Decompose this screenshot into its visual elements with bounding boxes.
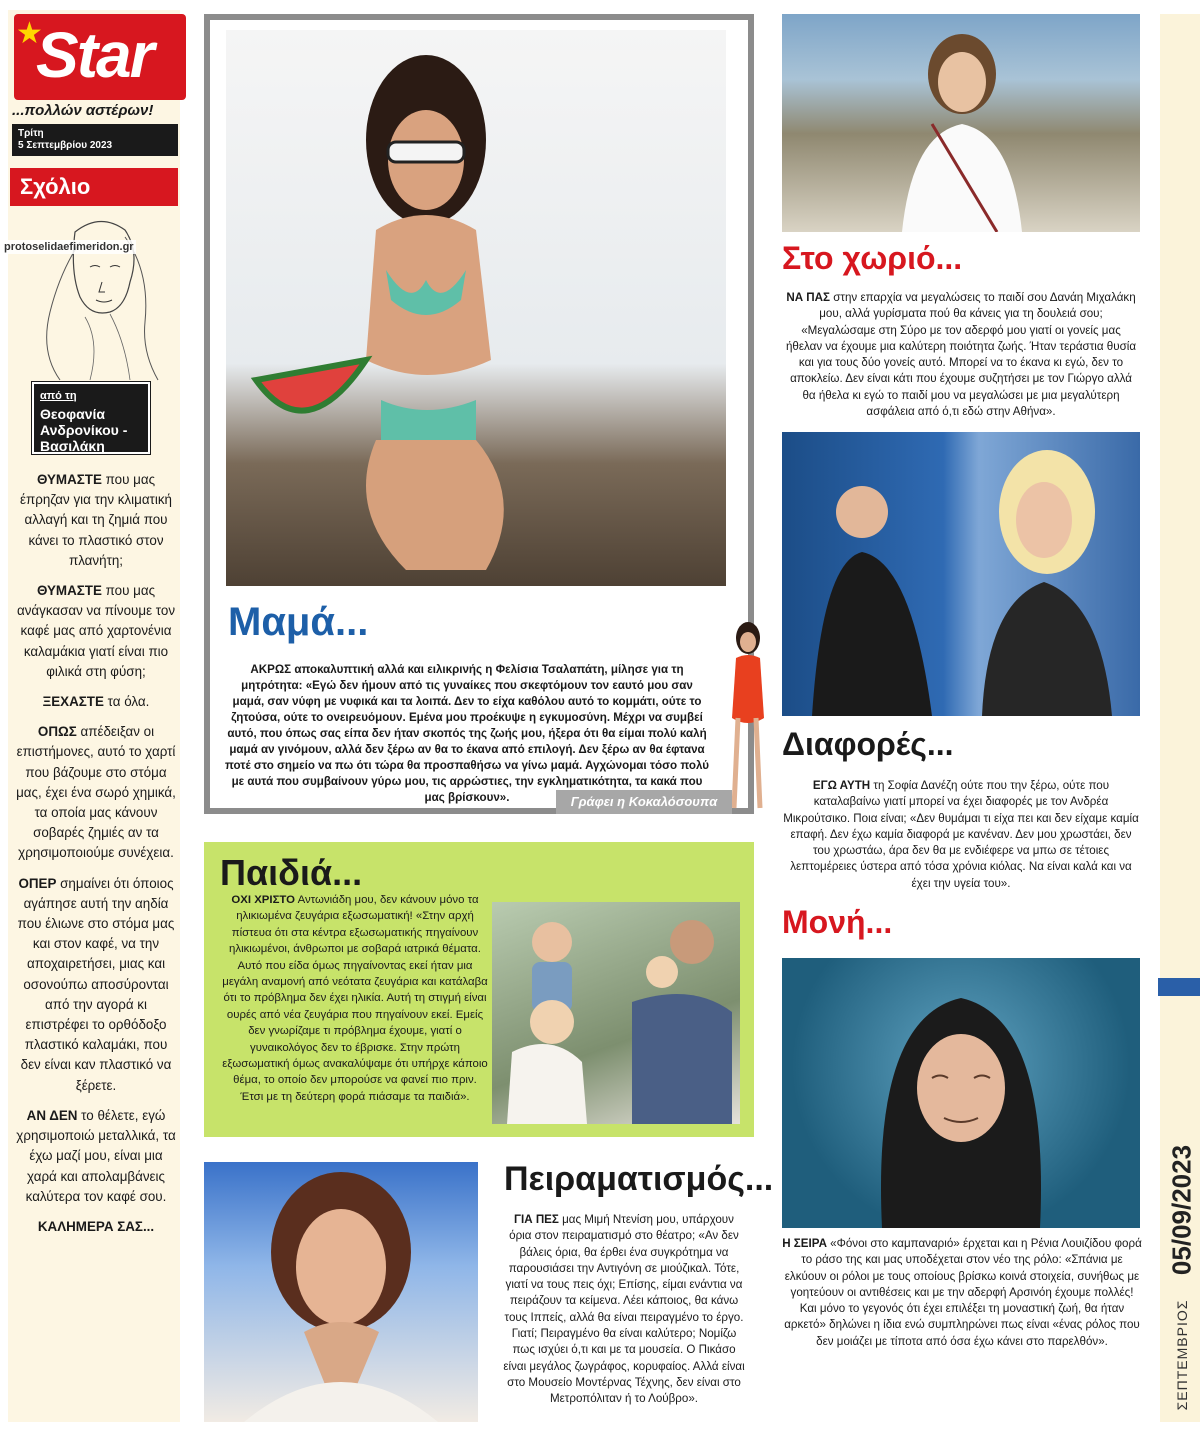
paidia-text [222, 892, 488, 1105]
peiramatismos-photo[interactable] [204, 1162, 478, 1422]
diafores-photo[interactable] [782, 432, 1140, 716]
comment-body: που μας έπρηζαν για την κλιματική αλλαγή και τη ζημιά που κάνει το πλαστικό στον πλανήτη; [20, 472, 172, 568]
comment-lead: ΑΝ ΔΕΝ [26, 1107, 78, 1123]
comment-lead: ΟΠΩΣ [37, 724, 77, 740]
peiramatismos-title: Πειραματισμός... [504, 1160, 774, 1198]
comment-paragraph [16, 692, 176, 712]
author-prefix: από τη [40, 390, 77, 402]
paidia-title: Παιδιά... [220, 852, 363, 893]
comment-paragraph [16, 1217, 176, 1237]
moni-title: Μονή... [782, 904, 893, 940]
woman-portrait-illustration [204, 1162, 478, 1422]
peiramatismos-lead: ΓΙΑ ΠΕΣ [514, 1213, 559, 1226]
moni-lead: Η ΣΕΙΡΑ [782, 1237, 827, 1250]
side-accent-bar [1158, 978, 1200, 996]
author-box [32, 382, 150, 454]
mama-title: Μαμά... [228, 600, 369, 644]
xorio-text [782, 290, 1140, 420]
comment-lead: ΘΥΜΑΣΤΕ [36, 472, 102, 487]
diafores-body: τη Σοφία Δανέζη ούτε που την ξέρω, ούτε που καταλαβαίνω γιατί μπορεί να έχει διαφορές με τον Ανδρέα Μικρούτσικο. Ποια είναι; «Δεν θυμάμαι τι είχα πει και δεν είχαμε καμία επαφή. Δεν έχω καμία διαφορά με κανέναν. Δεν μου χρωστάει, δεν του χρωστάω, άρα δεν θα με ενδιέφερε να μπω σε τέτοιες λεπτομέρειες ύστερα από τόσα χρόνια κιόλας. Να είναι καλά και να έχει την υγεία του». [783, 779, 1139, 890]
diafores-lead: ΕΓΩ ΑΥΤΗ [812, 779, 871, 792]
xorio-title: Στο χωριό... [782, 240, 963, 276]
star-logo[interactable] [14, 14, 186, 100]
comment-paragraph [16, 874, 176, 1096]
comment-body: σημαίνει ότι όποιος αγάπησε αυτή την αηδία που έλιωνε στο στόμα μας και στον καφέ, να την αποχαιρετήσει, μιας και οσονούπω αποσύρονται από την αγορά κι επιστρέφει το ορθόδοξο πλαστικό καλαμάκι, που δεν είναι καν πλαστικό να ξέρετε. [17, 875, 175, 1093]
star-icon: ★ [16, 17, 43, 50]
diafores-text [782, 778, 1140, 892]
comment-body: το θέλετε, εγώ χρησιμοποιώ μεταλλικά, τα έχω μαζί μου, είναι μια χαρά και απολαμβάνεις καλύτερα τον καφέ σου. [16, 1107, 176, 1204]
mama-text: ΑΚΡΩΣ αποκαλυπτική αλλά και ειλικρινής η Φελίσια Τσαλαπάτη, μίλησε για τη μητρότητα: «Εγώ δεν ήμουν από τις γυναίκες που σκεφτόμουν τον εαυτό μου σαν μαμά, σαν νύφη με νυφικά και τα λοιπά. Δεν το είχα καθόλου αυτό το κομμάτι, ούτε το ζητούσα, ούτε το ονειρευόμουν. Εμένα μου προέκυψε η εγκυμοσύνη. Μέχρι να συμβεί αυτό, που όπως σας είπα δεν ήταν σκοπός της ζωής μου, ήξερα ότι θα είμαι πολύ καλή μαμά αν γινόμουν, αλλά δεν ξέρω αν θα το έκανα από επιλογή. Δεν ξέρω αν θα έφτανα ποτέ στο σημείο να πω ότι τώρα θα προσπαθήσω να γίνω μαμά. Αγχώνομαι τόσο πολύ με αυτά που συμβαίνουν γύρω μου, τις αρρώστιες, την εγκληματικότητα, τα κακά που μας βρίσκουν». [224, 663, 710, 804]
author-name: Θεοφανία Ανδρονίκου - Βασιλάκη [40, 406, 128, 454]
author-sketch [30, 212, 170, 382]
mama-photo[interactable] [226, 30, 726, 586]
peiramatismos-body: μας Μιμή Ντενίση μου, υπάρχουν όρια στον πειραματισμό στο θέατρο; «Αν δεν βάλεις όρια, θα έρθει ένα συγκρότημα να παρουσιάσει την Αντιγόνη σε μιούζικαλ. Τότε, γιατί να τους πεις όχι; Επίσης, είμαι ενάντια να πειράζουν τα κείμενα. Λέει κάποιος, θα κάνω τους Ιππείς, αλλά θα είναι πειραγμένο το έργο. Γιατί; Πειραγμένο θα είναι καλύτερο; Νομίζω πως ισχύει ό,τι και με τα μουσεία. Ο Πικάσο είναι μεγάλος ζωγράφος, κορυφαίος. Αλλά είναι στο Μουσείο Μοντέρνας Τέχνης, δεν είναι στο Μετροπόλιταν ή το Λούβρο». [503, 1213, 745, 1406]
slogan: ...πολλών αστέρων! [12, 102, 154, 119]
moni-photo[interactable] [782, 958, 1140, 1228]
comment-body: που μας ανάγκασαν να πίνουμε τον καφέ μας από χαρτονένια καλαμάκια γιατί είναι πιο φιλικά στη φύση; [16, 583, 176, 679]
xorio-photo[interactable] [782, 14, 1140, 232]
paidia-lead: ΟΧΙ ΧΡΙΣΤΟ [231, 894, 296, 906]
stage-performers-illustration [782, 432, 1140, 716]
columnist-figure [724, 618, 772, 814]
logo-text: Star [36, 19, 153, 91]
watermark: protoselidaefimeridon.gr [4, 241, 134, 253]
comment-body: απέδειξαν οι επιστήμονες, αυτό το χαρτί που βάζουμε στο στόμα μας, έχει ένα σωρό χημικά, τα οποία μας κάνουν σοβαρές ζημιές αν τα χρησιμοποιούμε συνέχεια. [16, 724, 176, 861]
side-month [1168, 1290, 1196, 1420]
family-illustration [492, 902, 740, 1124]
side-date-text: 05/09/2023 [1166, 1144, 1197, 1276]
comment-paragraph [16, 470, 176, 571]
day: Τρίτη [18, 128, 44, 139]
paidia-photo[interactable] [492, 902, 740, 1124]
peiramatismos-text [502, 1212, 746, 1408]
woman-landscape-illustration [782, 14, 1140, 232]
date-bar [12, 124, 178, 156]
side-month-text: ΣΕΠΤΕΜΒΡΙΟΣ [1174, 1299, 1190, 1411]
comment-lead: ΚΑΛΗΜΕΡΑ ΣΑΣ... [37, 1218, 155, 1234]
comment-lead: ΞΕΧΑΣΤΕ [42, 694, 104, 710]
comment-lead: ΟΠΕΡ [18, 875, 57, 891]
xorio-lead: ΝΑ ΠΑΣ [786, 291, 831, 304]
comment-body: τα όλα. [103, 694, 150, 710]
moni-body: «Φόνοι στο καμπαναριό» έρχεται και η Ρένια Λουιζίδου φορά το ράσο της και μας υποδέχεται στον νέο της ρόλο: «Σπάνια με ελκύουν οι ρόλοι με τους οποίους βρίσκω κοινά στοιχεία, συνήθως με γοητεύουν οι αντιθέσεις και με την αδερφή Αρσινόη έχουμε πολλές! Και μόνο το γεγονός ότι έχει επιλέξει τη μοναστική ζωή, θα ήταν αρκετό» δηλώνει η ίδια ενώ συμπληρώνει πως είναι «ένας ρόλος που δεν μοιάζει με τίποτα από όσα έχω κάνει στο παρελθόν». [784, 1237, 1142, 1348]
comment-lead: ΘΥΜΑΣΤΕ [36, 583, 102, 599]
comment-paragraph [16, 581, 176, 682]
comment-label: Σχόλιο [10, 168, 178, 206]
comment-paragraph [16, 722, 176, 863]
moni-text [782, 1236, 1142, 1350]
diafores-title: Διαφορές... [782, 726, 954, 762]
woman-bikini-illustration [226, 30, 726, 586]
nun-illustration [782, 958, 1140, 1228]
date: 5 Σεπτεμβρίου 2023 [18, 140, 113, 151]
comment-text [16, 470, 176, 1247]
comment-paragraph [16, 1106, 176, 1207]
paidia-body: Αντωνιάδη μου, δεν κάνουν μόνο τα ηλικιωμένα ζευγάρια εξωσωματική! «Στην αρχή πίστευα ότι στα κέντρα εξωσωματικής πηγαίνουν ηλικιωμένοι, άνθρωποι με σοβαρά ιατρικά θέματα. Αυτό που είδα όμως πηγαίνοντας εκεί ήταν μια μεγάλη αναμονή από νεότατα ζευγάρια και κατάλαβα ότι το πρόβλημα δεν έχει ηλικία. Αυτή τη στιγμή είναι ουρές από νέα ζευγάρια που πηγαίνουν εκεί. Εμείς δεν γνωρίζαμε τι πρόβλημα έχουμε, γιατί ο γυναικολόγος δεν το έβρισκε. Στην πρώτη εξωσωματική όμως ανακαλύψαμε ότι υπήρχε κάποιο θέμα, το οποίο δεν μπορούσε να φανεί πιο πριν. Έτσι με τη δεύτερη φορά πιάσαμε τα παιδιά». [222, 894, 488, 1103]
mama-byline: Γράφει η Κοκαλόσουπα [556, 790, 732, 814]
side-date [1168, 1140, 1196, 1280]
xorio-body: στην επαρχία να μεγαλώσεις το παιδί σου Δανάη Μιχαλάκη μου, αλλά γυρίσματα πού θα κάνεις για τη δουλειά σου; «Μεγαλώσαμε στη Σύρο με τον αδερφό μου γιατί οι γονείς μας ήθελαν να έχουμε μια καλύτερη ποιότητα ζωής. Ήταν τεράστια θυσία και για τους δύο γονείς αυτό. Μπορεί να το έκανα κι εγώ, δεν το αποκλείω. Δεν είναι κάτι που έχουμε συζητήσει με τον Γιώργο αλλά θα ήθελα κι εγώ το παιδί μου να μεγαλώσει με μια μεγαλύτερη ασφάλεια από ό,τι εδώ στην Αθήνα». [785, 291, 1137, 419]
